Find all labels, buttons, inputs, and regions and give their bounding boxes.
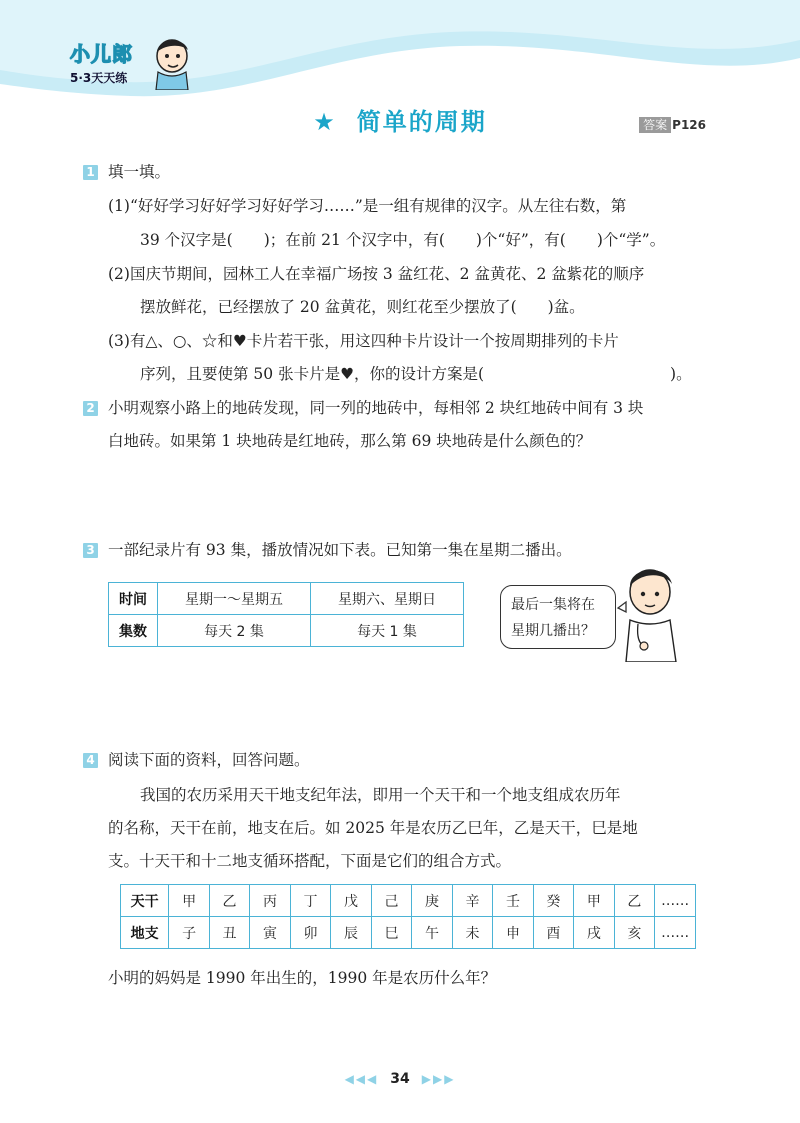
stem-cell: 庚 (412, 885, 452, 917)
q1-part1-line1: (1)“好好学习好好学习好好学习……”是一组有规律的汉字。从左往右数，第 (108, 197, 627, 215)
stem-cell: 丁 (290, 885, 330, 917)
q4-para-line3: 支。十天干和十二地支循环搭配，下面是它们的组合方式。 (108, 852, 512, 870)
brand-name: 小儿郎 (70, 42, 133, 66)
speech-bubble (500, 585, 616, 649)
q1-stem: 填一填。 (108, 163, 171, 181)
answer-page: P126 (672, 118, 706, 132)
question-number-2: 2 (83, 401, 98, 416)
branch-cell: 寅 (250, 917, 290, 949)
q4-question: 小明的妈妈是 1990 年出生的，1990 年是农历什么年？ (108, 969, 497, 987)
stem-cell: 丙 (250, 885, 290, 917)
q4-para-line2: 的名称，天干在前，地支在后。如 2025 年是农历乙巳年，乙是天干，巳是地 (108, 819, 638, 837)
bubble-line2: 星期几播出？ (511, 623, 595, 639)
q4-para-line1: 我国的农历采用天干地支纪年法，即用一个天干和一个地支组成农历年 (140, 786, 621, 804)
next-arrows-icon: ▶▶▶ (421, 1072, 456, 1086)
table-row (109, 583, 464, 615)
branch-cell: 酉 (533, 917, 573, 949)
page-footer (0, 1068, 800, 1087)
branch-cell: 卯 (290, 917, 330, 949)
page-number: 34 (390, 1071, 410, 1087)
q3-text: 一部纪录片有 93 集，播放情况如下表。已知第一集在星期二播出。 (108, 541, 572, 559)
q1-part3-line1: (3)有△、○、☆和♥卡片若干张，用这四种卡片设计一个按周期排列的卡片 (108, 332, 619, 350)
branch-cell: 亥 (614, 917, 654, 949)
boy-illustration-icon (616, 562, 686, 662)
stems-header: 天干 (121, 885, 169, 917)
branch-cell: 丑 (209, 917, 249, 949)
question-number-4: 4 (83, 753, 98, 768)
branch-cell: 申 (493, 917, 533, 949)
stem-cell: 己 (371, 885, 411, 917)
answer-reference (639, 116, 706, 133)
stem-cell: 甲 (574, 885, 614, 917)
table-row (109, 615, 464, 647)
weekend-cell: 星期六、星期日 (311, 583, 464, 615)
stem-cell: 甲 (169, 885, 209, 917)
brand-logo (70, 38, 133, 86)
star-icon: ★ (313, 108, 335, 136)
branch-cell: 辰 (331, 917, 371, 949)
q1-part3-line2: 序列，且要使第 50 张卡片是♥，你的设计方案是( )。 (140, 365, 692, 383)
weekend-count-cell: 每天 1 集 (311, 615, 464, 647)
question-number-1: 1 (83, 165, 98, 180)
stem-cell: 乙 (209, 885, 249, 917)
q1-part2-line2: 摆放鲜花，已经摆放了 20 盆黄花，则红花至少摆放了( )盆。 (140, 298, 585, 316)
bubble-line1: 最后一集将在 (511, 597, 595, 613)
table-row (121, 885, 696, 917)
stem-cell: 壬 (493, 885, 533, 917)
branch-cell: …… (655, 917, 696, 949)
stem-cell: …… (655, 885, 696, 917)
time-header: 时间 (109, 583, 158, 615)
weekday-count-cell: 每天 2 集 (158, 615, 311, 647)
ganzhi-table (120, 884, 696, 949)
q2-line1: 小明观察小路上的地砖发现，同一列的地砖中，每相邻 2 块红地砖中间有 3 块 (108, 399, 644, 417)
stem-cell: 辛 (452, 885, 492, 917)
branches-header: 地支 (121, 917, 169, 949)
branch-cell: 未 (452, 917, 492, 949)
q1-part1-line2: 39 个汉字是( )；在前 21 个汉字中，有( )个“好”，有( )个“学”。 (140, 231, 666, 249)
mascot-icon (148, 34, 196, 90)
prev-arrows-icon: ◀◀◀ (344, 1072, 379, 1086)
brand-series: 5·3天天练 (70, 71, 128, 85)
branch-cell: 子 (169, 917, 209, 949)
count-header: 集数 (109, 615, 158, 647)
weekday-cell: 星期一～星期五 (158, 583, 311, 615)
q1-part2-line1: (2)国庆节期间，园林工人在幸福广场按 3 盆红花、2 盆黄花、2 盆紫花的顺序 (108, 265, 645, 283)
question-number-3: 3 (83, 543, 98, 558)
title-text: 简单的周期 (356, 108, 487, 136)
branch-cell: 午 (412, 917, 452, 949)
stem-cell: 乙 (614, 885, 654, 917)
broadcast-schedule-table (108, 582, 464, 647)
stem-cell: 癸 (533, 885, 573, 917)
table-row (121, 917, 696, 949)
q2-line2: 白地砖。如果第 1 块地砖是红地砖，那么第 69 块地砖是什么颜色的？ (108, 432, 592, 450)
answer-label: 答案 (639, 117, 671, 133)
q4-stem: 阅读下面的资料，回答问题。 (108, 751, 310, 769)
stem-cell: 戊 (331, 885, 371, 917)
branch-cell: 巳 (371, 917, 411, 949)
branch-cell: 戌 (574, 917, 614, 949)
